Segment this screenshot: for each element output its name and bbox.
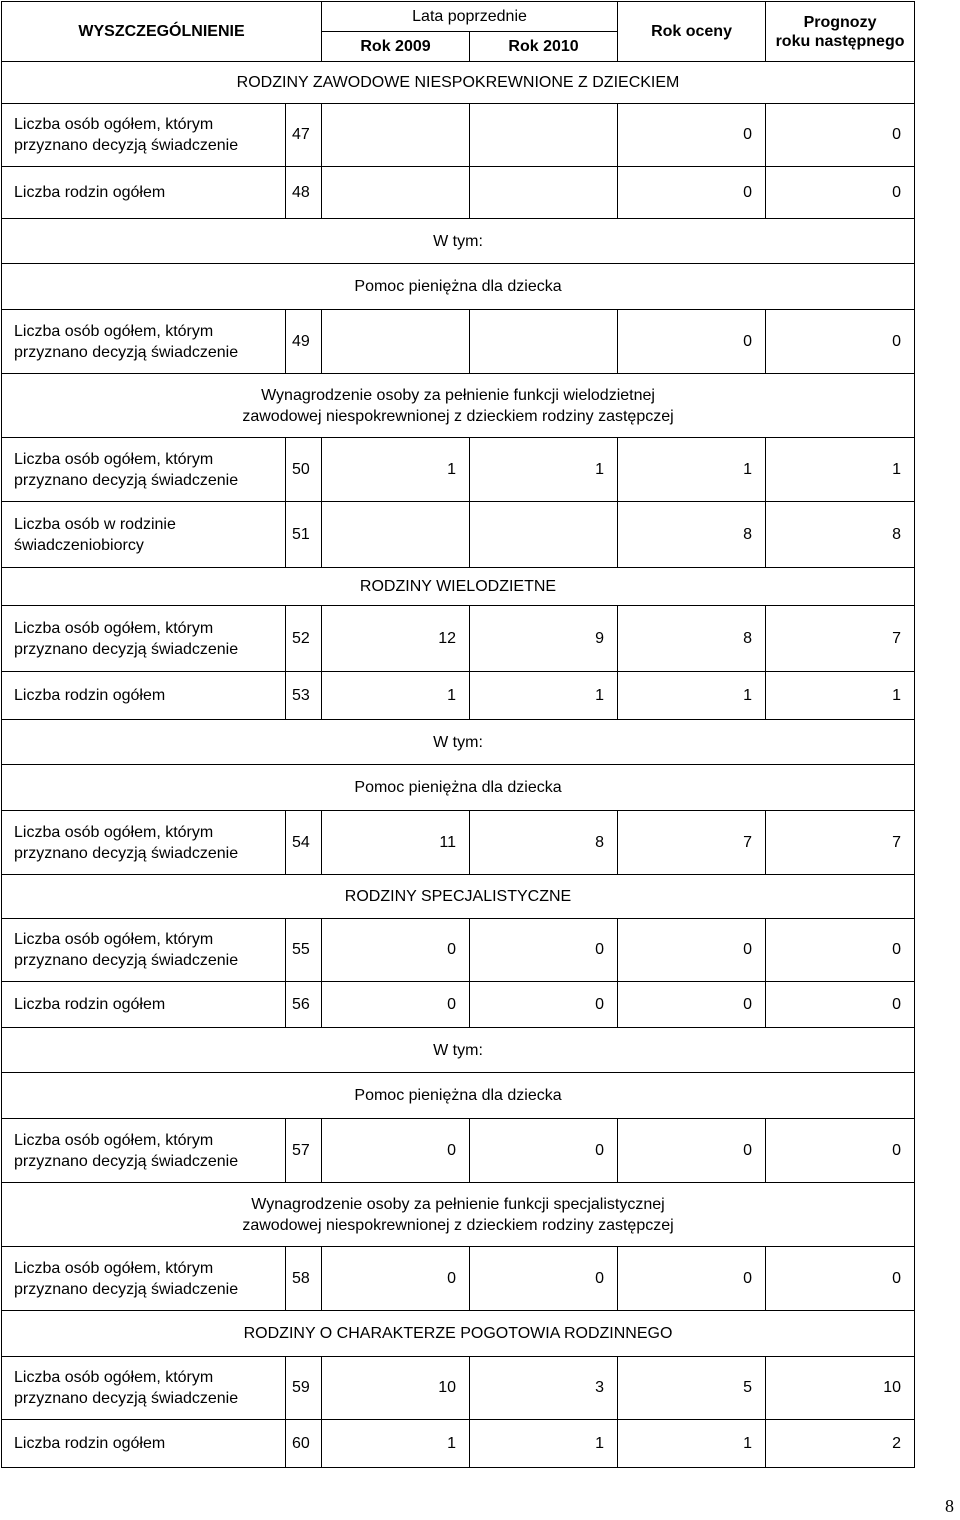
value-cell-v2: 0	[470, 1119, 618, 1183]
row-label-cell	[2, 672, 286, 720]
row-label-line1: Liczba osób ogółem, którym	[14, 931, 214, 948]
table-row	[2, 438, 915, 502]
section-title-text: RODZINY SPECJALISTYCZNE	[344, 888, 572, 905]
row-label-line2: przyznano decyzją świadczenie	[14, 1152, 239, 1170]
section-title	[2, 875, 915, 919]
header-year1-cell	[322, 32, 470, 62]
header-prev-years-cell	[322, 2, 618, 32]
value-cell-v1: 1	[322, 438, 470, 502]
row-code: 59	[286, 1357, 322, 1420]
row-label-cell	[2, 606, 286, 672]
section-title	[2, 1311, 915, 1357]
value-cell-v4: 0	[766, 919, 915, 982]
value-cell-v1: 1	[322, 672, 470, 720]
value-cell-v3: 0	[618, 919, 766, 982]
row-label-line2: przyznano decyzją świadczenie	[14, 640, 239, 658]
row-label-line2: przyznano decyzją świadczenie	[14, 343, 239, 361]
row-label-line2: przyznano decyzją świadczenie	[14, 1280, 239, 1298]
value-cell-v1	[322, 502, 470, 568]
value-cell-v3: 8	[618, 606, 766, 672]
row-label-line1: Liczba rodzin ogółem	[14, 996, 166, 1013]
value-cell-v3: 0	[618, 1119, 766, 1183]
value-cell-v4: 0	[766, 167, 915, 219]
value-cell-v4: 0	[766, 310, 915, 374]
row-label-cell	[2, 982, 286, 1028]
row-label-cell	[2, 1247, 286, 1311]
section-title	[2, 720, 915, 765]
section-title-line: Wynagrodzenie osoby za pełnienie funkcji specjalistycznej	[251, 1195, 665, 1213]
value-cell-v3: 0	[618, 982, 766, 1028]
header-year1: Rok 2009	[360, 38, 431, 55]
table-row	[2, 606, 915, 672]
row-label-cell	[2, 919, 286, 982]
section-title-text: Pomoc pieniężna dla dziecka	[354, 1087, 562, 1104]
row-label-line1: Liczba rodzin ogółem	[14, 687, 166, 704]
row-code: 54	[286, 811, 322, 875]
value-cell-v1: 12	[322, 606, 470, 672]
section-row	[2, 62, 915, 104]
section-title-text: Pomoc pieniężna dla dziecka	[354, 278, 562, 295]
row-label-cell	[2, 1357, 286, 1420]
row-label-line1: Liczba osób ogółem, którym	[14, 116, 214, 133]
table-row	[2, 1247, 915, 1311]
table-row	[2, 167, 915, 219]
table-row	[2, 1420, 915, 1468]
header-label-cell	[2, 2, 322, 62]
value-cell-v4: 0	[766, 982, 915, 1028]
value-cell-v1: 0	[322, 1119, 470, 1183]
value-cell-v1	[322, 167, 470, 219]
value-cell-v2: 0	[470, 982, 618, 1028]
value-cell-v2	[470, 502, 618, 568]
value-cell-v1	[322, 310, 470, 374]
row-label-cell	[2, 502, 286, 568]
value-cell-v2: 3	[470, 1357, 618, 1420]
value-cell-v4: 0	[766, 1247, 915, 1311]
value-cell-v3: 0	[618, 310, 766, 374]
section-title	[2, 568, 915, 606]
row-label-line1: Liczba osób ogółem, którym	[14, 1131, 214, 1149]
row-code: 56	[286, 982, 322, 1028]
value-cell-v2: 0	[470, 919, 618, 982]
section-row	[2, 765, 915, 811]
value-cell-v1: 10	[322, 1357, 470, 1420]
row-label-cell	[2, 811, 286, 875]
value-cell-v4: 0	[766, 104, 915, 167]
row-label-line1: Liczba osób ogółem, którym	[14, 619, 214, 637]
row-label-cell	[2, 104, 286, 167]
row-label-line2: przyznano decyzją świadczenie	[14, 952, 239, 969]
section-title-text: W tym:	[433, 232, 483, 250]
row-code: 58	[286, 1247, 322, 1311]
section-title	[2, 1183, 915, 1247]
value-cell-v3: 7	[618, 811, 766, 875]
section-title-text: Pomoc pieniężna dla dziecka	[354, 779, 562, 796]
header-eval-year: Rok oceny	[651, 23, 732, 40]
header-eval-year-cell	[618, 2, 766, 62]
row-code: 53	[286, 672, 322, 720]
row-code: 49	[286, 310, 322, 374]
section-title	[2, 219, 915, 264]
section-row	[2, 264, 915, 310]
table-row	[2, 502, 915, 568]
value-cell-v4: 7	[766, 811, 915, 875]
row-code: 50	[286, 438, 322, 502]
header-label: WYSZCZEGÓLNIENIE	[78, 23, 245, 40]
value-cell-v2	[470, 104, 618, 167]
row-label-cell	[2, 438, 286, 502]
header-year2: Rok 2010	[508, 38, 579, 55]
section-row	[2, 720, 915, 765]
section-title-line: zawodowej niespokrewnionej z dzieckiem rodziny zastępczej	[242, 407, 674, 425]
row-label-line2: przyznano decyzją świadczenie	[14, 471, 239, 489]
section-title	[2, 765, 915, 811]
value-cell-v1: 11	[322, 811, 470, 875]
value-cell-v2: 8	[470, 811, 618, 875]
value-cell-v1: 1	[322, 1420, 470, 1468]
value-cell-v1: 0	[322, 1247, 470, 1311]
section-title-text: RODZINY WIELODZIETNE	[359, 578, 557, 595]
row-code: 60	[286, 1420, 322, 1468]
value-cell-v3: 1	[618, 1420, 766, 1468]
header-prev-years: Lata poprzednie	[412, 8, 527, 25]
value-cell-v4: 0	[766, 1119, 915, 1183]
row-label-line2: przyznano decyzją świadczenie	[14, 1390, 239, 1407]
value-cell-v2	[470, 310, 618, 374]
row-code: 48	[286, 167, 322, 219]
row-label-line2: świadczeniobiorcy	[14, 536, 144, 554]
row-label-line1: Liczba rodzin ogółem	[14, 1435, 166, 1452]
value-cell-v3: 1	[618, 438, 766, 502]
row-label-cell	[2, 310, 286, 374]
section-title	[2, 1073, 915, 1119]
row-code: 47	[286, 104, 322, 167]
section-row	[2, 1073, 915, 1119]
header-forecast-line1: Prognozy	[803, 13, 877, 31]
row-label-line1: Liczba osób ogółem, którym	[14, 1369, 214, 1386]
value-cell-v4: 8	[766, 502, 915, 568]
value-cell-v3: 0	[618, 104, 766, 167]
section-title	[2, 264, 915, 310]
value-cell-v4: 1	[766, 672, 915, 720]
section-title-line: Wynagrodzenie osoby za pełnienie funkcji wielodzietnej	[261, 386, 655, 404]
row-code: 51	[286, 502, 322, 568]
row-label-line1: Liczba osób w rodzinie	[14, 515, 176, 533]
table-row	[2, 104, 915, 167]
row-label-line2: przyznano decyzją świadczenie	[14, 137, 239, 154]
header-forecast-cell	[766, 2, 915, 62]
section-row	[2, 568, 915, 606]
section-title	[2, 1028, 915, 1073]
section-title-line: zawodowej niespokrewnionej z dzieckiem rodziny zastępczej	[242, 1216, 674, 1234]
value-cell-v2: 0	[470, 1247, 618, 1311]
value-cell-v3: 0	[618, 167, 766, 219]
row-label-line1: Liczba osób ogółem, którym	[14, 1259, 214, 1277]
row-label-line1: Liczba rodzin ogółem	[14, 184, 166, 201]
table-row	[2, 982, 915, 1028]
section-title-text: W tym:	[433, 733, 483, 751]
section-title	[2, 374, 915, 438]
row-label-line1: Liczba osób ogółem, którym	[14, 450, 214, 468]
row-label-line1: Liczba osób ogółem, którym	[14, 322, 214, 340]
row-label-line2: przyznano decyzją świadczenie	[14, 844, 239, 862]
section-row	[2, 1183, 915, 1247]
table-row	[2, 811, 915, 875]
header-forecast-line2: roku następnego	[775, 32, 905, 50]
row-code: 55	[286, 919, 322, 982]
header-year2-cell	[470, 32, 618, 62]
value-cell-v1: 0	[322, 982, 470, 1028]
section-title-text: RODZINY ZAWODOWE NIESPOKREWNIONE Z DZIECKIEM	[236, 74, 680, 91]
table-row	[2, 672, 915, 720]
value-cell-v2: 1	[470, 1420, 618, 1468]
value-cell-v4: 1	[766, 438, 915, 502]
value-cell-v4: 10	[766, 1357, 915, 1420]
value-cell-v2: 9	[470, 606, 618, 672]
row-label-cell	[2, 167, 286, 219]
value-cell-v3: 0	[618, 1247, 766, 1311]
value-cell-v3: 1	[618, 672, 766, 720]
row-code: 57	[286, 1119, 322, 1183]
value-cell-v2	[470, 167, 618, 219]
section-row	[2, 374, 915, 438]
value-cell-v4: 7	[766, 606, 915, 672]
section-row	[2, 219, 915, 264]
value-cell-v3: 5	[618, 1357, 766, 1420]
section-row	[2, 875, 915, 919]
section-title-text: RODZINY O CHARAKTERZE POGOTOWIA RODZINNEGO	[243, 1325, 673, 1342]
table-row	[2, 310, 915, 374]
section-row	[2, 1028, 915, 1073]
value-cell-v2: 1	[470, 438, 618, 502]
value-cell-v3: 8	[618, 502, 766, 568]
table-row	[2, 1119, 915, 1183]
row-code: 52	[286, 606, 322, 672]
row-label-line1: Liczba osób ogółem, którym	[14, 823, 214, 841]
value-cell-v1	[322, 104, 470, 167]
value-cell-v2: 1	[470, 672, 618, 720]
section-row	[2, 1311, 915, 1357]
row-label-cell	[2, 1420, 286, 1468]
value-cell-v4: 2	[766, 1420, 915, 1468]
value-cell-v1: 0	[322, 919, 470, 982]
page-number: 8	[945, 1496, 954, 1516]
table-row	[2, 919, 915, 982]
section-title	[2, 62, 915, 104]
row-label-cell	[2, 1119, 286, 1183]
statistics-table	[1, 1, 915, 1468]
table-row	[2, 1357, 915, 1420]
section-title-text: W tym:	[433, 1041, 483, 1059]
